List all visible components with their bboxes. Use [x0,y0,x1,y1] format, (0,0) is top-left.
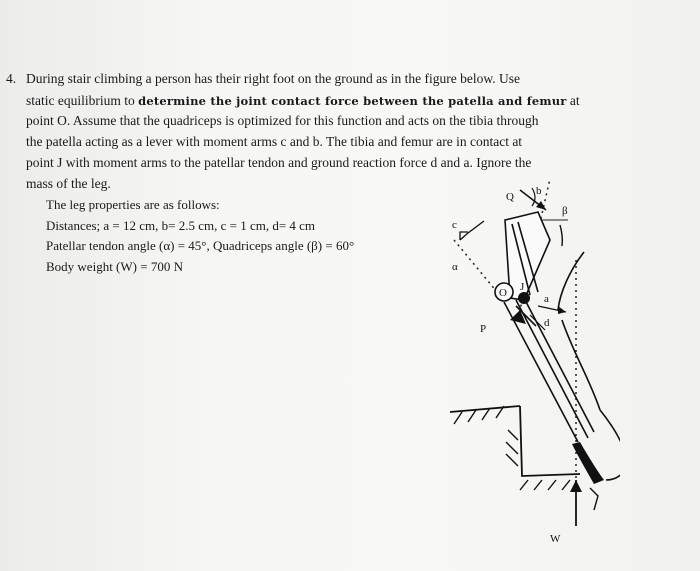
tibia-back-line [524,298,594,432]
problem-text-bold-task: determine the joint contact force between the patella and femur [138,94,567,108]
step-riser [520,406,580,476]
problem-text-line-2-end: at [566,93,580,108]
ankle-shadow [572,442,604,484]
floor-hatching [520,480,570,490]
properties-heading: The leg properties are as follows: [46,197,220,212]
problem-text-line-5: point J with moment arms to the patellar tendon and ground reaction force d and a. Ignore the [26,155,532,170]
properties-weight: Body weight (W) = 700 N [46,259,183,274]
label-beta: β [562,205,568,217]
problem-text-line-4: the patella acting as a lever with moment arms c and b. The tibia and femur are in contact at [26,134,523,149]
body-weight-arrowhead [570,480,582,492]
problem-text-line-3: point O. Assume that the quadriceps is optimized for this function and acts on the tibia through [26,113,539,128]
label-W: W [550,533,561,545]
properties-angles: Patellar tendon angle (α) = 45°, Quadriceps angle (β) = 60° [46,238,355,253]
thigh-back-curve [558,252,584,310]
label-P: P [480,323,487,335]
problem-text-line-6: mass of the leg. [26,176,111,191]
heel-outline [600,410,620,480]
riser-hatching [506,430,518,466]
a-arrowhead [558,306,566,314]
thigh-front-curve [560,225,562,246]
leg-figure [420,180,620,560]
label-b: b [536,185,542,197]
ground-mark [590,488,598,510]
label-d: d [544,317,550,329]
c-indicator-arrow [468,221,484,233]
problem-text-line-2 [26,93,580,109]
problem-text-line-1: During stair climbing a person has their right foot on the ground as in the figure below. Use [26,71,521,86]
problem-text-line-2-start: static equilibrium to [26,93,139,108]
label-alpha: α [452,261,458,273]
label-a: a [544,293,549,305]
tibia-inner-line [516,300,588,438]
label-c: c [452,219,457,231]
b-moment-arm-bracket [532,188,535,206]
c-arrow-stem [460,233,468,240]
calf-outline [562,320,600,410]
tibia-front-edge [504,302,578,442]
label-Q: Q [506,191,514,203]
properties-distances: Distances; a = 12 cm, b= 2.5 cm, c = 1 cm, d= 4 cm [46,218,316,233]
problem-number: 4. [6,71,17,86]
label-J: J [520,281,525,293]
upper-step-edge [450,406,520,412]
label-O: O [499,287,507,299]
